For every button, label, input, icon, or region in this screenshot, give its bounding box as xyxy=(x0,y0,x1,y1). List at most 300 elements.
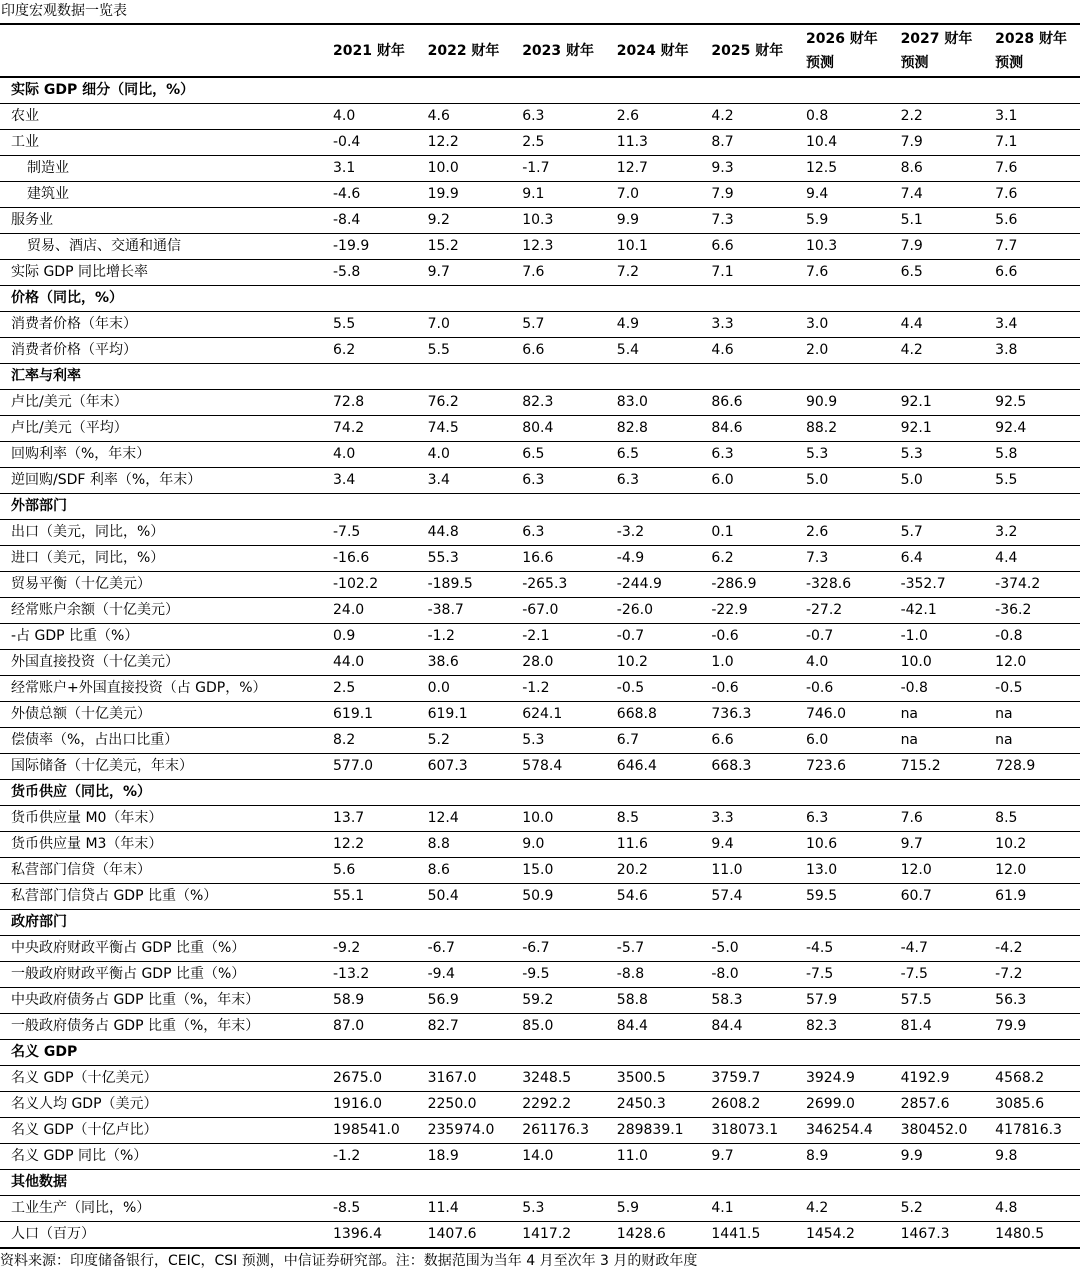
value-cell: 80.4 xyxy=(522,420,554,436)
value-cell: 7.6 xyxy=(805,264,829,280)
value-cell: -1.2 xyxy=(333,1148,361,1164)
value-cell: 4.2 xyxy=(900,342,923,358)
value-cell: 3.8 xyxy=(995,342,1018,358)
value-cell: 16.6 xyxy=(522,550,554,566)
value-cell: -0.8 xyxy=(995,628,1023,644)
value-cell: 5.2 xyxy=(427,732,450,748)
value-cell: 5.3 xyxy=(805,446,829,462)
value-cell: 84.4 xyxy=(616,1018,648,1034)
row-label: 经常账户+外国直接投资（占 GDP，%） xyxy=(11,680,267,696)
year-header xyxy=(901,25,996,77)
value-cell: 6.5 xyxy=(616,446,640,462)
value-cell: 11.0 xyxy=(616,1148,648,1164)
row-label: 一般政府债务占 GDP 比重（%，年末） xyxy=(11,1018,260,1034)
value-cell: 10.4 xyxy=(805,134,838,150)
value-cell: 2608.2 xyxy=(711,1096,761,1112)
value-cell: -1.7 xyxy=(522,160,550,176)
value-cell: 261176.3 xyxy=(522,1122,589,1138)
value-cell: 82.3 xyxy=(522,394,554,410)
value-cell: 7.2 xyxy=(616,264,640,280)
value-cell: 235974.0 xyxy=(427,1122,495,1138)
value-cell: 10.2 xyxy=(616,654,648,670)
row-label: 人口（百万） xyxy=(11,1226,95,1242)
value-cell: 619.1 xyxy=(333,706,374,722)
value-cell: -26.0 xyxy=(616,602,654,618)
year-header-line1: 2025 财年 xyxy=(711,42,784,59)
value-cell: 6.3 xyxy=(805,810,829,826)
value-cell: 10.3 xyxy=(805,238,838,254)
value-cell: -0.8 xyxy=(900,680,928,696)
value-cell: 5.6 xyxy=(995,212,1018,228)
value-cell: 57.9 xyxy=(805,992,838,1008)
value-cell: 1467.3 xyxy=(900,1226,950,1242)
value-cell: 50.4 xyxy=(427,888,459,904)
table-row xyxy=(0,1066,1080,1092)
value-cell: 5.3 xyxy=(900,446,923,462)
table-row xyxy=(0,1014,1080,1040)
value-cell: 2857.6 xyxy=(900,1096,950,1112)
value-cell: 10.2 xyxy=(995,836,1027,852)
year-header-line2: 预测 xyxy=(900,54,929,71)
value-cell: 346254.4 xyxy=(805,1122,873,1138)
value-cell: 5.6 xyxy=(333,862,356,878)
table-row xyxy=(0,1144,1080,1170)
value-cell: 11.6 xyxy=(616,836,648,852)
value-cell: -0.6 xyxy=(711,628,739,644)
value-cell: 2292.2 xyxy=(522,1096,572,1112)
source-note: 资料来源：印度储备银行，CEIC，CSI 预测，中信证券研究部。注：数据范围为当年 4 月至次年 3 月的财政年度 xyxy=(0,1253,698,1269)
value-cell: 3.4 xyxy=(427,472,450,488)
value-cell: 4.6 xyxy=(711,342,734,358)
value-cell: -0.5 xyxy=(616,680,645,696)
value-cell: 8.2 xyxy=(333,732,356,748)
value-cell: -5.0 xyxy=(711,940,739,956)
value-cell: 0.8 xyxy=(805,108,829,124)
header-label-cell xyxy=(0,25,333,77)
section-title: 其他数据 xyxy=(11,1174,67,1190)
value-cell: 6.2 xyxy=(333,342,356,358)
value-cell: -6.7 xyxy=(522,940,550,956)
value-cell: 0.0 xyxy=(427,680,450,696)
row-label: 私营部门信贷占 GDP 比重（%） xyxy=(11,888,218,904)
row-label: 服务业 xyxy=(11,212,53,228)
section-header-row xyxy=(0,494,1080,520)
value-cell: -4.7 xyxy=(900,940,928,956)
table-row xyxy=(0,988,1080,1014)
value-cell: 6.4 xyxy=(900,550,923,566)
value-cell: 7.9 xyxy=(900,134,923,150)
value-cell: -7.2 xyxy=(995,966,1023,982)
value-cell: -0.7 xyxy=(805,628,834,644)
row-label: 名义 GDP（十亿美元） xyxy=(11,1070,158,1086)
section-header-row xyxy=(0,77,1080,104)
value-cell: 6.6 xyxy=(995,264,1018,280)
table-row xyxy=(0,936,1080,962)
table-row xyxy=(0,208,1080,234)
value-cell: 8.7 xyxy=(711,134,734,150)
value-cell: 5.2 xyxy=(900,1200,923,1216)
value-cell: 2.0 xyxy=(805,342,829,358)
value-cell: -22.9 xyxy=(711,602,748,618)
value-cell: 2699.0 xyxy=(805,1096,855,1112)
value-cell: -13.2 xyxy=(333,966,370,982)
value-cell: 3.0 xyxy=(805,316,829,332)
value-cell: 6.6 xyxy=(711,732,734,748)
year-header-line1: 2026 财年 xyxy=(805,30,878,47)
value-cell: -5.8 xyxy=(333,264,361,280)
value-cell: -1.2 xyxy=(522,680,550,696)
value-cell: 8.8 xyxy=(427,836,450,852)
value-cell: -0.7 xyxy=(616,628,645,644)
value-cell: 13.7 xyxy=(333,810,365,826)
value-cell: na xyxy=(995,732,1013,748)
row-label: 卢比/美元（平均） xyxy=(11,420,128,436)
value-cell: 4.4 xyxy=(900,316,923,332)
value-cell: 10.0 xyxy=(522,810,554,826)
table-row xyxy=(0,572,1080,598)
value-cell: -374.2 xyxy=(995,576,1041,592)
value-cell: 12.0 xyxy=(995,862,1027,878)
section-title: 货币供应（同比，%） xyxy=(11,784,152,800)
value-cell: 12.2 xyxy=(333,836,365,852)
value-cell: 92.1 xyxy=(900,394,932,410)
row-label: 工业生产（同比，%） xyxy=(11,1200,151,1216)
value-cell: -0.6 xyxy=(805,680,834,696)
value-cell: 11.3 xyxy=(616,134,648,150)
value-cell: 44.8 xyxy=(427,524,459,540)
table-row xyxy=(0,1196,1080,1222)
year-header xyxy=(995,25,1080,77)
value-cell: 9.4 xyxy=(711,836,734,852)
row-label: 卢比/美元（年末） xyxy=(11,394,128,410)
value-cell: 3.4 xyxy=(333,472,356,488)
table-row xyxy=(0,130,1080,156)
table-row xyxy=(0,156,1080,182)
row-label: 外债总额（十亿美元） xyxy=(11,706,151,722)
value-cell: -1.2 xyxy=(427,628,455,644)
value-cell: 2.6 xyxy=(805,524,829,540)
value-cell: 54.6 xyxy=(616,888,648,904)
row-label: 私营部门信贷（年末） xyxy=(11,862,151,878)
value-cell: 6.3 xyxy=(522,524,545,540)
row-label: 名义人均 GDP（美元） xyxy=(11,1096,158,1112)
section-title: 汇率与利率 xyxy=(11,368,81,384)
value-cell: 20.2 xyxy=(616,862,648,878)
year-header-line2: 预测 xyxy=(805,54,834,71)
value-cell: 3.4 xyxy=(995,316,1018,332)
row-label: 国际储备（十亿美元，年末） xyxy=(11,758,193,774)
value-cell: 12.4 xyxy=(427,810,459,826)
value-cell: 7.1 xyxy=(995,134,1018,150)
value-cell: -265.3 xyxy=(522,576,568,592)
value-cell: 56.3 xyxy=(995,992,1027,1008)
value-cell: 1916.0 xyxy=(333,1096,382,1112)
value-cell: 55.3 xyxy=(427,550,459,566)
value-cell: 7.9 xyxy=(900,238,923,254)
value-cell: 90.9 xyxy=(805,394,838,410)
value-cell: -189.5 xyxy=(427,576,473,592)
section-header-row xyxy=(0,1040,1080,1066)
value-cell: -4.2 xyxy=(995,940,1023,956)
row-label: 贸易平衡（十亿美元） xyxy=(11,576,151,592)
value-cell: 60.7 xyxy=(900,888,932,904)
year-header-line1: 2023 财年 xyxy=(522,42,595,59)
value-cell: 3248.5 xyxy=(522,1070,572,1086)
value-cell: 88.2 xyxy=(805,420,838,436)
row-label: 名义 GDP 同比（%） xyxy=(11,1148,148,1164)
value-cell: -328.6 xyxy=(805,576,852,592)
value-cell: 198541.0 xyxy=(333,1122,400,1138)
table-row xyxy=(0,312,1080,338)
table-row xyxy=(0,104,1080,130)
value-cell: 84.6 xyxy=(711,420,743,436)
value-cell: 9.8 xyxy=(995,1148,1018,1164)
row-label: 中央政府债务占 GDP 比重（%，年末） xyxy=(11,992,260,1008)
value-cell: -8.0 xyxy=(711,966,739,982)
value-cell: 12.5 xyxy=(805,160,838,176)
value-cell: 4.2 xyxy=(805,1200,829,1216)
value-cell: 3924.9 xyxy=(805,1070,855,1086)
value-cell: 3.3 xyxy=(711,316,734,332)
table-row xyxy=(0,1222,1080,1249)
year-header xyxy=(522,25,617,77)
row-label: 实际 GDP 同比增长率 xyxy=(11,264,148,280)
value-cell: 50.9 xyxy=(522,888,554,904)
value-cell: 9.2 xyxy=(427,212,450,228)
value-cell: 2.2 xyxy=(900,108,923,124)
value-cell: 7.1 xyxy=(711,264,734,280)
value-cell: 2.5 xyxy=(333,680,356,696)
value-cell: -3.2 xyxy=(616,524,645,540)
value-cell: -38.7 xyxy=(427,602,464,618)
value-cell: 5.5 xyxy=(427,342,450,358)
row-label: 货币供应量 M3（年末） xyxy=(11,836,163,852)
value-cell: 92.5 xyxy=(995,394,1027,410)
value-cell: 9.7 xyxy=(427,264,450,280)
value-cell: 6.0 xyxy=(711,472,734,488)
value-cell: 10.1 xyxy=(616,238,648,254)
value-cell: 76.2 xyxy=(427,394,459,410)
value-cell: 380452.0 xyxy=(900,1122,968,1138)
section-header-row xyxy=(0,1170,1080,1196)
value-cell: 6.0 xyxy=(805,732,829,748)
row-label: 农业 xyxy=(11,108,39,124)
value-cell: 3.1 xyxy=(995,108,1018,124)
value-cell: 5.4 xyxy=(616,342,640,358)
row-label: 制造业 xyxy=(27,160,69,176)
table-row xyxy=(0,858,1080,884)
value-cell: -9.2 xyxy=(333,940,361,956)
value-cell: 5.5 xyxy=(333,316,356,332)
value-cell: 6.3 xyxy=(522,472,545,488)
value-cell: 10.0 xyxy=(900,654,932,670)
value-cell: 61.9 xyxy=(995,888,1027,904)
value-cell: 1480.5 xyxy=(995,1226,1045,1242)
year-header-line2: 预测 xyxy=(995,54,1024,71)
table-row xyxy=(0,338,1080,364)
value-cell: 57.4 xyxy=(711,888,743,904)
year-header-line1: 2022 财年 xyxy=(427,42,500,59)
value-cell: -7.5 xyxy=(805,966,834,982)
value-cell: -5.7 xyxy=(616,940,645,956)
value-cell: 5.7 xyxy=(900,524,923,540)
section-title: 价格（同比，%） xyxy=(11,290,124,306)
value-cell: 6.6 xyxy=(711,238,734,254)
value-cell: 2.5 xyxy=(522,134,545,150)
value-cell: 4.0 xyxy=(427,446,450,462)
value-cell: 5.7 xyxy=(522,316,545,332)
value-cell: -9.5 xyxy=(522,966,550,982)
value-cell: 624.1 xyxy=(522,706,563,722)
row-label: 名义 GDP（十亿卢比） xyxy=(11,1122,158,1138)
year-header-line1: 2021 财年 xyxy=(333,42,405,59)
year-header-line1: 2024 财年 xyxy=(616,42,689,59)
table-row xyxy=(0,962,1080,988)
table-row xyxy=(0,754,1080,780)
value-cell: 3167.0 xyxy=(427,1070,477,1086)
table-row xyxy=(0,676,1080,702)
value-cell: 7.3 xyxy=(711,212,734,228)
section-title: 政府部门 xyxy=(11,914,67,930)
year-header xyxy=(617,25,712,77)
value-cell: 7.4 xyxy=(900,186,923,202)
table-row xyxy=(0,884,1080,910)
value-cell: 2.6 xyxy=(616,108,640,124)
value-cell: 10.3 xyxy=(522,212,554,228)
year-header xyxy=(428,25,523,77)
value-cell: na xyxy=(900,706,919,722)
value-cell: 4.0 xyxy=(333,446,356,462)
value-cell: 5.3 xyxy=(522,732,545,748)
section-title: 实际 GDP 细分（同比，%） xyxy=(11,82,195,98)
value-cell: 55.1 xyxy=(333,888,365,904)
row-label: -占 GDP 比重（%） xyxy=(11,628,139,644)
value-cell: 7.3 xyxy=(805,550,829,566)
value-cell: 4.0 xyxy=(333,108,356,124)
value-cell: 9.7 xyxy=(900,836,923,852)
value-cell: 4.9 xyxy=(616,316,640,332)
value-cell: 6.2 xyxy=(711,550,734,566)
value-cell: -0.4 xyxy=(333,134,361,150)
value-cell: -286.9 xyxy=(711,576,757,592)
value-cell: 668.8 xyxy=(616,706,657,722)
row-label: 一般政府财政平衡占 GDP 比重（%） xyxy=(11,966,246,982)
value-cell: -16.6 xyxy=(333,550,370,566)
value-cell: 82.7 xyxy=(427,1018,459,1034)
value-cell: 14.0 xyxy=(522,1148,554,1164)
value-cell: 38.6 xyxy=(427,654,459,670)
year-header xyxy=(711,25,806,77)
value-cell: -244.9 xyxy=(616,576,662,592)
value-cell: 5.0 xyxy=(805,472,829,488)
value-cell: 3759.7 xyxy=(711,1070,761,1086)
value-cell: 3.1 xyxy=(333,160,356,176)
value-cell: 7.6 xyxy=(522,264,545,280)
value-cell: na xyxy=(995,706,1013,722)
value-cell: 12.2 xyxy=(427,134,459,150)
year-header xyxy=(806,25,901,77)
row-label: 工业 xyxy=(11,134,39,150)
value-cell: 7.6 xyxy=(995,186,1018,202)
row-label: 偿债率（%，占出口比重） xyxy=(11,732,179,748)
value-cell: 84.4 xyxy=(711,1018,743,1034)
value-cell: -4.9 xyxy=(616,550,645,566)
row-label: 进口（美元，同比，%） xyxy=(11,550,165,566)
value-cell: 4.6 xyxy=(427,108,450,124)
value-cell: 9.4 xyxy=(805,186,829,202)
table-title: 印度宏观数据一览表 xyxy=(1,3,127,19)
value-cell: 19.9 xyxy=(427,186,459,202)
value-cell: -352.7 xyxy=(900,576,946,592)
section-header-row xyxy=(0,910,1080,936)
value-cell: 619.1 xyxy=(427,706,468,722)
header-row xyxy=(0,25,1080,77)
row-label: 贸易、酒店、交通和通信 xyxy=(27,238,181,254)
value-cell: 9.7 xyxy=(711,1148,734,1164)
table-row xyxy=(0,650,1080,676)
value-cell: 6.5 xyxy=(522,446,545,462)
value-cell: -7.5 xyxy=(333,524,361,540)
table-row xyxy=(0,728,1080,754)
value-cell: 6.3 xyxy=(616,472,640,488)
value-cell: 3085.6 xyxy=(995,1096,1045,1112)
table-row xyxy=(0,1092,1080,1118)
value-cell: -102.2 xyxy=(333,576,379,592)
value-cell: 8.9 xyxy=(805,1148,829,1164)
table-row xyxy=(0,234,1080,260)
table-row xyxy=(0,182,1080,208)
value-cell: -9.4 xyxy=(427,966,455,982)
value-cell: 6.7 xyxy=(616,732,640,748)
value-cell: 9.0 xyxy=(522,836,545,852)
row-label: 回购利率（%，年末） xyxy=(11,446,151,462)
macro-data-table xyxy=(0,25,1080,1249)
value-cell: 18.9 xyxy=(427,1148,459,1164)
value-cell: 668.3 xyxy=(711,758,752,774)
value-cell: 578.4 xyxy=(522,758,563,774)
value-cell: 417816.3 xyxy=(995,1122,1062,1138)
table-row xyxy=(0,390,1080,416)
year-header-line1: 2028 财年 xyxy=(995,30,1067,47)
table-row xyxy=(0,260,1080,286)
table-body xyxy=(0,77,1080,1248)
value-cell: 3.2 xyxy=(995,524,1018,540)
value-cell: 5.9 xyxy=(616,1200,640,1216)
value-cell: 15.0 xyxy=(522,862,554,878)
value-cell: 87.0 xyxy=(333,1018,365,1034)
table-row xyxy=(0,546,1080,572)
value-cell: 6.5 xyxy=(900,264,923,280)
value-cell: 5.5 xyxy=(995,472,1018,488)
value-cell: 728.9 xyxy=(995,758,1036,774)
value-cell: 289839.1 xyxy=(616,1122,684,1138)
value-cell: 11.0 xyxy=(711,862,743,878)
value-cell: 59.2 xyxy=(522,992,554,1008)
value-cell: -8.4 xyxy=(333,212,361,228)
value-cell: 2675.0 xyxy=(333,1070,382,1086)
value-cell: 9.1 xyxy=(522,186,545,202)
value-cell: 3.3 xyxy=(711,810,734,826)
value-cell: -4.6 xyxy=(333,186,361,202)
value-cell: 79.9 xyxy=(995,1018,1027,1034)
row-label: 中央政府财政平衡占 GDP 比重（%） xyxy=(11,940,246,956)
value-cell: 85.0 xyxy=(522,1018,554,1034)
value-cell: 4192.9 xyxy=(900,1070,950,1086)
table-row xyxy=(0,806,1080,832)
value-cell: 1407.6 xyxy=(427,1226,477,1242)
value-cell: 2250.0 xyxy=(427,1096,477,1112)
value-cell: 4.8 xyxy=(995,1200,1018,1216)
